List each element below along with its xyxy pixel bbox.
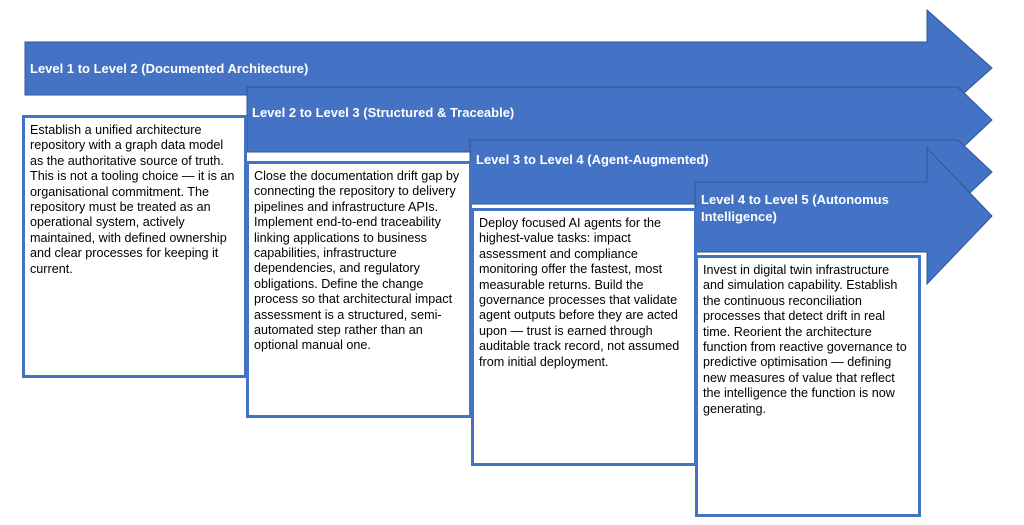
step-1-label: Level 1 to Level 2 (Documented Architecture) — [30, 61, 309, 76]
step-4-description-box — [695, 255, 921, 517]
step-2-description: Close the documentation drift gap by connecting the repository to delivery pipelines and infrastructure APIs. Implement end-to-end traceability linking applications to business capabilities, infrastructure dependencies, and regulatory obligations. Define the change process so that architectural impact assessment is a structured, semi-automated step rather than an optional manual one. — [254, 169, 460, 353]
step-4-description: Invest in digital twin infrastructure and simulation capability. Establish the continuous reconciliation processes that detect drift in real time. Reorient the architecture function from reactive governance to predictive optimisation — defining new measures of value that reflect the intelligence the function is now generating. — [703, 263, 907, 416]
step-1-description-box — [22, 115, 247, 378]
step-3-description: Deploy focused AI agents for the highest-value tasks: impact assessment and compliance monitoring offer the fastest, most measurable returns. Build the governance processes that validate agent outputs before they are acted upon — trust is earned through auditable track record, not assumed from initial deployment. — [479, 216, 680, 369]
step-4-label: Level 4 to Level 5 (Autonomus Intelligence) — [701, 192, 889, 224]
step-2-description-box — [246, 161, 472, 418]
step-1-description: Establish a unified architecture repository with a graph data model as the authoritative source of truth. This is not a tooling choice — it is an organisational commitment. The repository must be treated as an operational system, actively maintained, with defined ownership and clear processes for keeping it current. — [30, 123, 235, 276]
step-3-label: Level 3 to Level 4 (Agent-Augmented) — [476, 152, 709, 167]
step-3-description-box — [471, 208, 697, 466]
step-2-label: Level 2 to Level 3 (Structured & Traceable) — [252, 105, 515, 120]
